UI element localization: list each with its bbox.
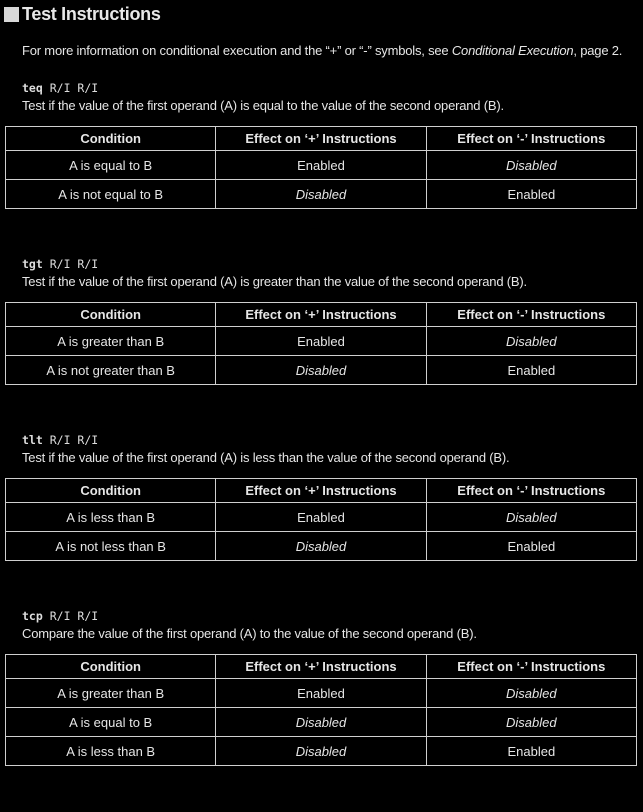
condition-table (5, 302, 637, 385)
column-header: Effect on ‘-’ Instructions (426, 479, 636, 503)
table-row (6, 679, 637, 708)
table-row (6, 708, 637, 737)
column-header: Effect on ‘+’ Instructions (216, 479, 426, 503)
table-cell: Enabled (426, 180, 636, 209)
table-cell: Disabled (426, 503, 636, 532)
operands: R/I R/I (49, 257, 99, 271)
conditional-execution-reference: Conditional Execution (451, 43, 574, 58)
table-row (6, 180, 637, 209)
operands: R/I R/I (49, 81, 99, 95)
table-header-row (6, 479, 637, 503)
intro-text-end: , page 2. (573, 43, 623, 58)
intro-paragraph (22, 43, 622, 59)
table-cell: Disabled (426, 679, 636, 708)
table-cell: Enabled (216, 151, 426, 180)
table-header-row (6, 127, 637, 151)
instruction-section-tgt (0, 255, 643, 385)
operands: R/I R/I (49, 433, 99, 447)
instruction-section-tlt (0, 431, 643, 561)
table-cell: A is not greater than B (6, 356, 216, 385)
instruction-syntax (22, 607, 643, 625)
column-header: Condition (6, 303, 216, 327)
table-cell: Disabled (216, 737, 426, 766)
instruction-description: Test if the value of the first operand (A) is equal to the value of the second operand (B). (22, 98, 504, 113)
table-cell: Disabled (216, 532, 426, 561)
column-header: Condition (6, 479, 216, 503)
column-header: Condition (6, 127, 216, 151)
table-cell: A is greater than B (6, 679, 216, 708)
table-cell: Enabled (426, 737, 636, 766)
column-header: Effect on ‘+’ Instructions (216, 127, 426, 151)
table-cell: Enabled (426, 532, 636, 561)
table-row (6, 532, 637, 561)
table-cell: Disabled (426, 327, 636, 356)
table-cell: Enabled (216, 503, 426, 532)
table-cell: Enabled (216, 327, 426, 356)
table-row (6, 737, 637, 766)
table-row (6, 151, 637, 180)
column-header: Condition (6, 655, 216, 679)
opcode: tcp (22, 609, 43, 623)
instruction-section-tcp (0, 607, 643, 766)
opcode: teq (22, 81, 43, 95)
table-cell: Disabled (216, 356, 426, 385)
page-title-text: Test Instructions (22, 3, 161, 24)
instruction-sections (0, 79, 643, 812)
instruction-description: Test if the value of the first operand (A) is greater than the value of the second operand (B). (22, 274, 527, 289)
operands: R/I R/I (49, 609, 99, 623)
column-header: Effect on ‘-’ Instructions (426, 655, 636, 679)
table-cell: A is equal to B (6, 151, 216, 180)
table-cell: Enabled (426, 356, 636, 385)
instruction-description: Test if the value of the first operand (A) is less than the value of the second operand (B). (22, 450, 510, 465)
intro-text: For more information on conditional execution and the “+” or “-” symbols, see (22, 43, 452, 58)
table-cell: Enabled (216, 679, 426, 708)
table-row (6, 503, 637, 532)
column-header: Effect on ‘-’ Instructions (426, 303, 636, 327)
heading-square-icon (4, 7, 19, 22)
table-header-row (6, 655, 637, 679)
table-row (6, 327, 637, 356)
column-header: Effect on ‘-’ Instructions (426, 127, 636, 151)
page-title (4, 3, 161, 25)
table-row (6, 356, 637, 385)
instruction-syntax (22, 255, 643, 273)
table-cell: A is less than B (6, 737, 216, 766)
column-header: Effect on ‘+’ Instructions (216, 303, 426, 327)
opcode: tlt (22, 433, 43, 447)
table-header-row (6, 303, 637, 327)
table-cell: Disabled (216, 708, 426, 737)
opcode: tgt (22, 257, 43, 271)
instruction-syntax (22, 431, 643, 449)
column-header: Effect on ‘+’ Instructions (216, 655, 426, 679)
instruction-section-teq (0, 79, 643, 209)
condition-table (5, 478, 637, 561)
instruction-description: Compare the value of the first operand (A) to the value of the second operand (B). (22, 626, 477, 641)
instruction-syntax (22, 79, 643, 97)
table-cell: Disabled (426, 708, 636, 737)
table-cell: A is not less than B (6, 532, 216, 561)
table-cell: A is less than B (6, 503, 216, 532)
condition-table (5, 126, 637, 209)
table-cell: A is equal to B (6, 708, 216, 737)
condition-table (5, 654, 637, 766)
table-cell: Disabled (426, 151, 636, 180)
table-cell: Disabled (216, 180, 426, 209)
table-cell: A is greater than B (6, 327, 216, 356)
table-cell: A is not equal to B (6, 180, 216, 209)
